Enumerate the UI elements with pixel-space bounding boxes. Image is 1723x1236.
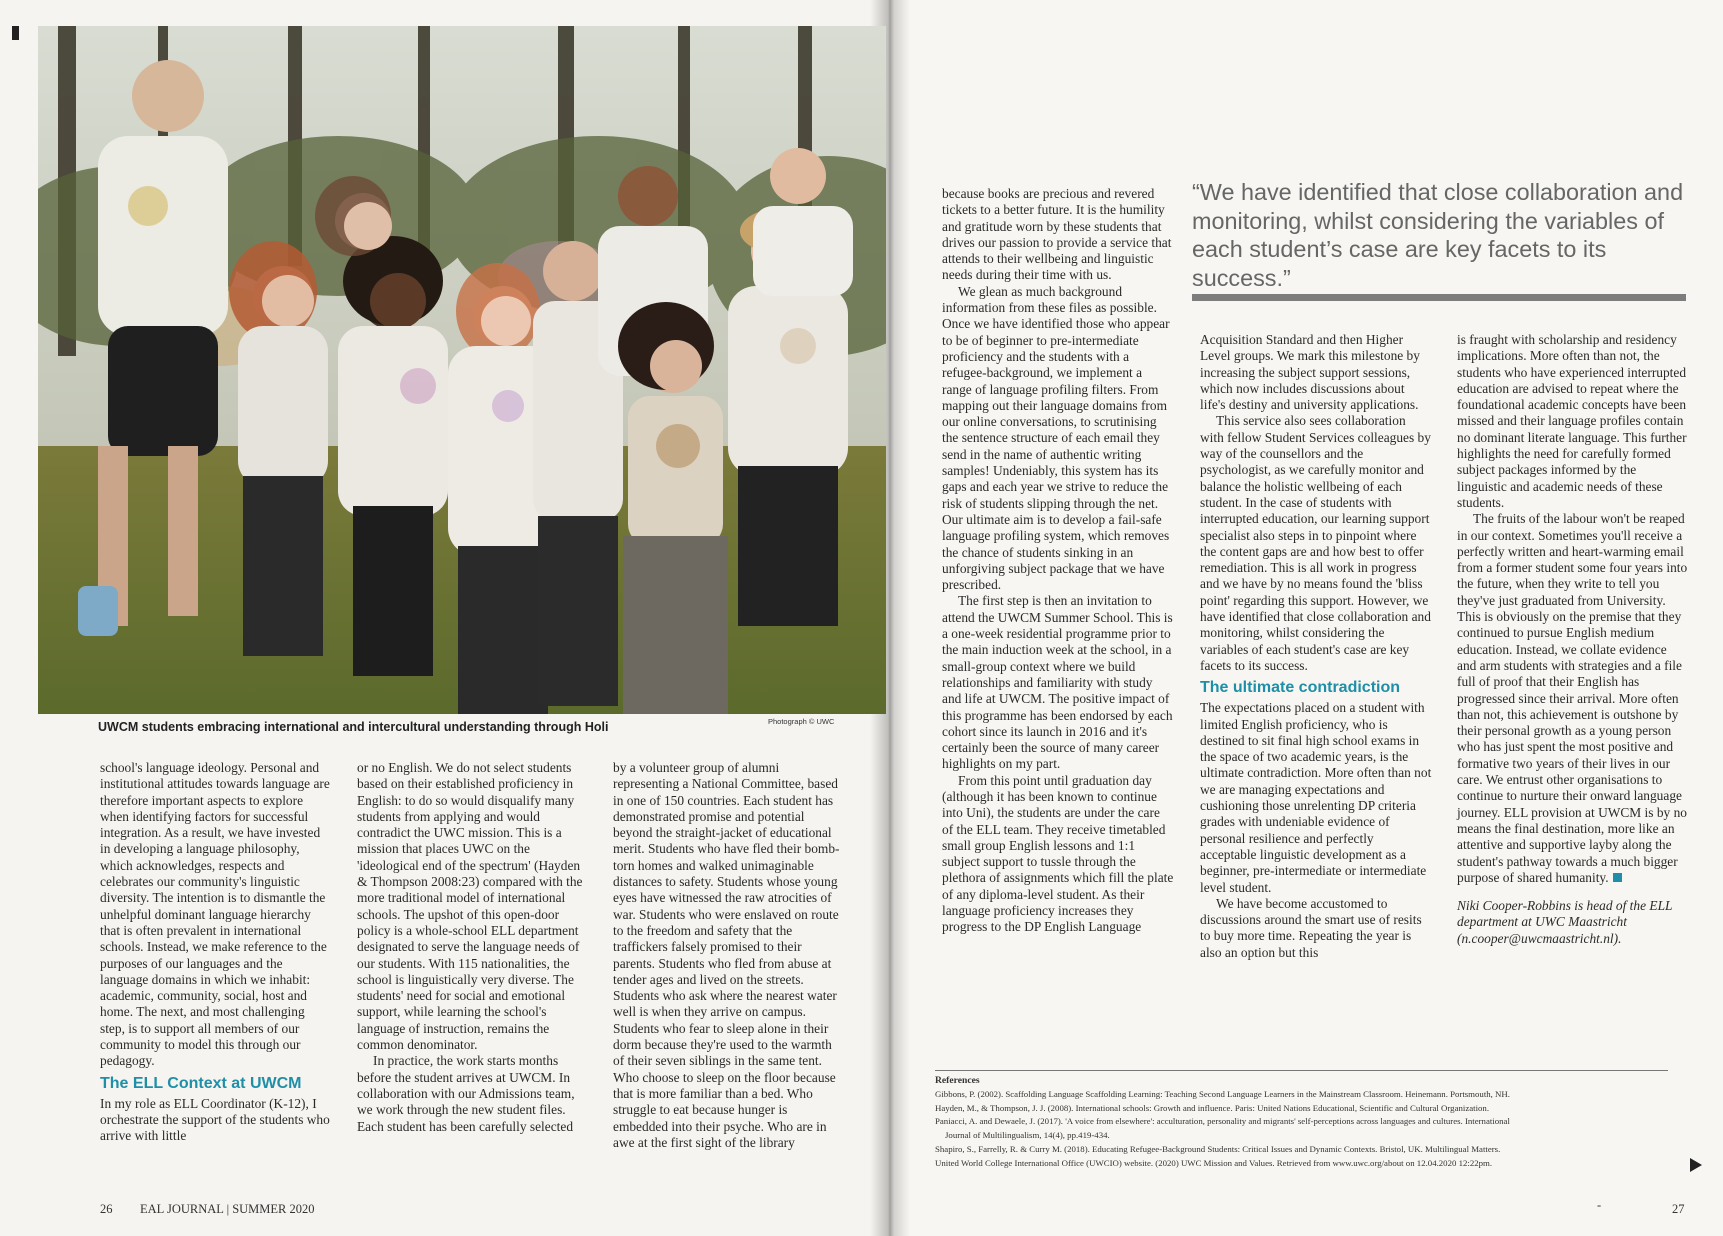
- reference-item: Paniacci, A. and Dewaele, J. (2017). 'A voice from elsewhere': acculturation, personality and migrants' self-perceptions across languages and cultures. International: [935, 1116, 1510, 1127]
- paragraph: This service also sees collaboration with fellow Student Services colleagues by way of the counsellors and the psychologist, as we carefully monitor and balance the holistic wellbeing of each student. In the case of students with interrupted education, our learning support specialist also steps in to pinpoint where the content gaps are and how best to offer remediation. This is all work in progress and we have by no means found the 'bliss point' regarding this support. However, we have identified that close collaboration and monitoring, whilst considering the variables of each student's case are key facets to its success.: [1200, 413, 1431, 673]
- paragraph: From this point until graduation day (although it has been known to continue into Uni), the students are under the care of the ELL team. They receive timetabled small group English lessons and 1:1 subject support to tussle through the plethora of assignments which fill the plate of any diploma-level student. As their language proficiency increases they progress to the DP English Language: [942, 772, 1174, 935]
- page-number-right: 27: [1672, 1202, 1685, 1216]
- section-heading-ultimate-contradiction: The ultimate contradiction: [1200, 679, 1401, 697]
- end-mark-icon: [1613, 873, 1622, 882]
- paragraph: school's language ideology. Personal and institutional attitudes towards language are therefore important aspects to explore when identifying factors for successful integration. As a result, we have invested in developing a language philosophy, which acknowledges, respects and celebrates our community's linguistic diversity. The intention is to dismantle the unhelpful dominant language hierarchy that is often prevalent in international schools. Instead, we make reference to the purposes of our languages and the language domains in which we inhabit: academic, community, social, host and home. The next, and most challenging step, is to support all members of our community to model this through our pedagogy.: [100, 760, 330, 1069]
- pull-quote: “We have identified that close collaboration and monitoring, whilst considering the variables of each student’s case are key facets to its success.”: [1192, 179, 1684, 291]
- page-number-left: 26: [100, 1202, 113, 1216]
- left-column-3: [613, 760, 845, 1151]
- right-column-2: [1200, 332, 1432, 961]
- paragraph: or no English. We do not select students based on their established proficiency in English: to do so would disqualify many students from applying and would contradict the UWC mission. This is a mission that places UWC on the 'ideological end of the spectrum' (Hayden & Thompson 2008:23) compared with the more traditional model of international schools. The upshot of this open-door policy is a whole-school ELL department designated to serve the language needs of our students. With 115 nationalities, the school is linguistically very diverse. The students' need for social and emotional support, while learning the school's language of instruction, remains the common denominator.: [357, 760, 583, 1053]
- paragraph: Acquisition Standard and then Higher Level groups. We mark this milestone by increasing the subject support sessions, which now includes discussions about life's destiny and university applications.: [1200, 332, 1420, 413]
- right-column-3: [1457, 332, 1689, 947]
- reference-item: Gibbons, P. (2002). Scaffolding Language Scaffolding Learning: Teaching Second Language Learners in the Mainstream Classroom. Heinemann. Portsmouth, NH.: [935, 1088, 1510, 1099]
- corner-mark: [12, 26, 19, 40]
- photo-credit: Photograph © UWC: [768, 717, 835, 726]
- paragraph: by a volunteer group of alumni representing a National Committee, based in one of 150 countries. Each student has demonstrated promise and potential beyond the straight-jacket of educational merit. Students who have fled their bomb-torn homes and walked unimaginable distances to safety. Students whose young eyes have witnessed the raw atrocities of war. Students who were enslaved on route to the freedom and safety that the traffickers falsely promised to their parents. Students who fled from abuse at tender ages and lived on the streets. Students who ask where the nearest water well is when they arrive on campus. Students who fear to sleep alone in their dorm because they're used to the warmth of their seven siblings in the same tent. Who choose to sleep on the floor because that is more familiar than a bed. Who struggle to eat because hunger is embedded into their psyche. Who are in awe at the first sight of the library: [613, 760, 840, 1150]
- publication-name: EAL JOURNAL | SUMMER 2020: [140, 1202, 315, 1216]
- section-heading-ell-context: The ELL Context at UWCM: [100, 1074, 302, 1092]
- left-column-2: [357, 760, 589, 1135]
- next-page-arrow-icon: [1690, 1158, 1702, 1172]
- paragraph: In practice, the work starts months before the student arrives at UWCM. In collaboration with our Admissions team, we work through the new student files. Each student has been carefully selected: [357, 1053, 575, 1134]
- group-photo: [38, 26, 886, 714]
- pull-quote-rule: [1192, 294, 1686, 301]
- paragraph: We glean as much background information from these files as possible. Once we have identified those who appear to be of beginner to pre-intermediate proficiency and the students with a refugee-background, we implement a range of language profiling filters. From mapping out their language domains from our online conversations, to scrutinising the sentence structure of each email they send in the name of authentic writing samples! Undeniably, this system has its gaps and each year we strive to reduce the risk of students slipping through the net. Our ultimate aim is to develop a fail-safe language profiling system, which removes the chance of students sinking in an unforgiving subject package that we have prescribed.: [942, 283, 1170, 593]
- author-bio: Niki Cooper-Robbins is head of the ELL department at UWC Maastricht (n.cooper@uwcmaastricht.nl).: [1457, 898, 1673, 946]
- left-column-1: [100, 760, 332, 1145]
- footer-dash: -: [1597, 1198, 1602, 1212]
- paragraph: The first step is then an invitation to attend the UWCM Summer School. This is a one-week residential programme prior to the main induction week at the school, in a small-group context where we build relationships and familiarity with study and life at UWCM. The positive impact of this programme has been endorsed by each cohort since its launch in 2016 and it's certainly been the source of many career highlights on my part.: [942, 593, 1173, 772]
- paragraph: The expectations placed on a student with limited English proficiency, who is destined to sit final high school exams in the space of two academic years, is the ultimate contradiction. More often than not we are managing expectations and cushioning those unrelenting DP criteria grades with undeniable evidence of personal resilience and perfectly acceptable linguistic development as a beginner, pre-intermediate or intermediate level student.: [1200, 700, 1432, 895]
- paragraph-text: The fruits of the labour won't be reaped in our context. Sometimes you'll receive a perfectly written and heart-warming email from a former student some four years into the future, when they write to tell you they've just graduated from University. This is obviously on the premise that they continued to pursue English medium education. Instead, we collate evidence and arm students with strategies and a file full of proof that their English has progressed since their arrival. More often than not, this achievement is outshone by their personal growth as a young person who has just spent the most positive and formative two years of their lives in our care. We entrust other organisations to continue to nurture their onward language journey. ELL provision at UWCM is by no means the final destination, more like an attentive and supportive layby along the student's pathway towards a much bigger purpose of shared humanity.: [1457, 511, 1688, 885]
- reference-item: United World College International Office (UWCIO) website. (2020) UWC Mission and Values. Retrieved from www.uwc.org/about on 12.04.2020 12:22pm.: [935, 1157, 1493, 1168]
- reference-item: Journal of Multilingualism, 14(4), pp.419-434.: [945, 1130, 1110, 1141]
- references-title: References: [935, 1075, 980, 1086]
- reference-item: Shapiro, S., Farrelly, R. & Curry M. (2018). Educating Refugee-Background Students: Critical Issues and Dynamic Contexts. Bristol, UK. Multilingual Matters.: [935, 1143, 1501, 1154]
- paragraph: [1457, 511, 1689, 886]
- reference-item: Hayden, M., & Thompson, J. J. (2008). International schools: Growth and influence. Paris: United Nations Educational, Scientific and Cultural Organization.: [935, 1102, 1490, 1113]
- references: [935, 1070, 1668, 1171]
- photo-illustration: [38, 26, 886, 714]
- photo-caption: UWCM students embracing international and intercultural understanding through Holi: [98, 720, 609, 734]
- paragraph: We have become accustomed to discussions around the smart use of resits to buy more time. Repeating the year is also an option but this: [1200, 895, 1422, 960]
- paragraph: is fraught with scholarship and residency implications. More often than not, the students who have experienced interrupted education are advised to repeat where the foundational academic concepts have been missed and their language profiles contain no dominant literate language. This further highlights the need for carefully formed subject packages informed by the linguistic and academic needs of these students.: [1457, 332, 1687, 510]
- paragraph: In my role as ELL Coordinator (K-12), I orchestrate the support of the students who arrive with little: [100, 1095, 330, 1144]
- paragraph: because books are precious and revered tickets to a better future. It is the humility and gratitude worn by these students that drives our passion to provide a service that attends to their wellbeing and linguistic needs during their time with us.: [942, 186, 1172, 283]
- right-column-1: [942, 186, 1174, 936]
